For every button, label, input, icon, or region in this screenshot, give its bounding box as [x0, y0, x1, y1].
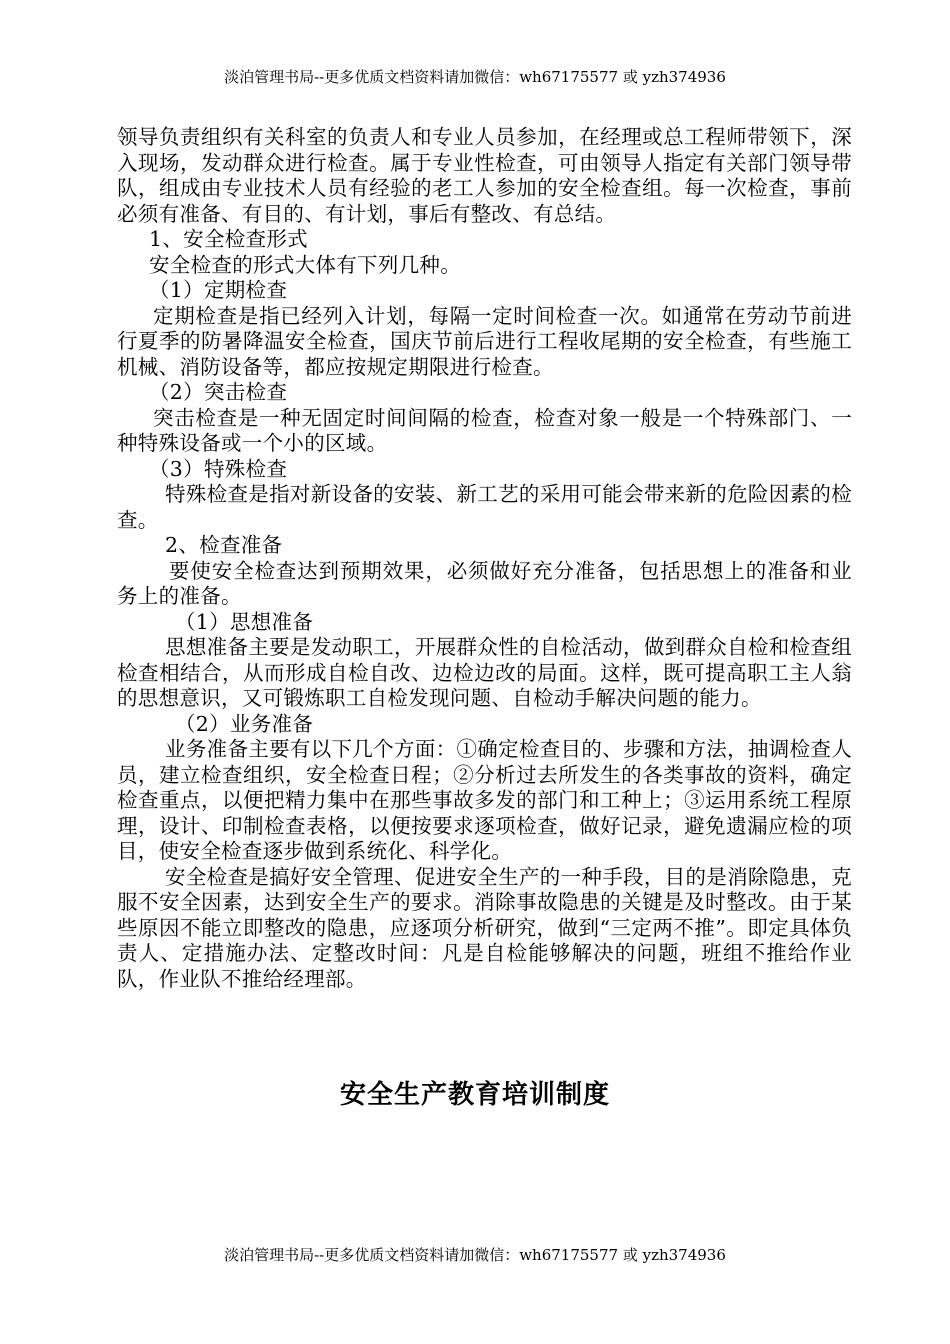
paragraph-conclusion: 安全检查是搞好安全管理、促进安全生产的一种手段，目的是消除隐患，克服不安全因素，达到安全生产的要求。消除事故隐患的关键是及时整改。由于某些原因不能立即整改的隐患，应逐项分析研究，做到“三定两不推”。即定具体负责人、定措施办法、定整改时间：凡是自检能够解决的问题，班组不推给作业队，作业队不推给经理部。 [117, 864, 852, 991]
subheading-periodic-inspection: （1）定期检查 [149, 278, 288, 302]
page-footer: 淡泊管理书局--更多优质文档资料请加微信：wh67175577 或 yzh374936 [224, 1246, 726, 1264]
paragraph-forms-intro: 安全检查的形式大体有下列几种。 [149, 252, 461, 277]
paragraph-mental-preparation: 思想准备主要是发动职工，开展群众性的自检活动，做到群众自检和检查组检查相结合，从而形成自检自改、边检边改的局面。这样，既可提高职工主人翁的思想意识，又可锻炼职工自检发现问题、自检动手解决问题的能力。 [117, 635, 852, 710]
paragraph-business-preparation: 业务准备主要有以下几个方面：①确定检查目的、步骤和方法，抽调检查人员，建立检查组织，安全检查日程；②分析过去所发生的各类事故的资料，确定检查重点，以便把精力集中在那些事故多发的部门和工种上；③运用系统工程原理，设计、印制检查表格，以便按要求逐项检查，做好记录，避免遗漏应检的项目，使安全检查逐步做到系统化、科学化。 [117, 737, 852, 863]
subheading-surprise-inspection: （2）突击检查 [149, 380, 288, 404]
paragraph-preparation-intro: 要使安全检查达到预期效果，必须做好充分准备，包括思想上的准备和业务上的准备。 [117, 558, 852, 608]
subheading-business-preparation: （2）业务准备 [175, 711, 314, 736]
heading-inspection-forms: 1、安全检查形式 [149, 227, 308, 251]
document-body [117, 125, 852, 992]
paragraph-intro: 领导负责组织有关科室的负责人和专业人员参加，在经理或总工程师带领下，深入现场，发动群众进行检查。属于专业性检查，可由领导人指定有关部门领导带队，组成由专业技术人员有经验的老工人参加的安全检查组。每一次检查，事前必须有准备、有目的、有计划，事后有整改、有总结。 [117, 125, 852, 226]
paragraph-surprise-inspection: 突击检查是一种无固定时间间隔的检查，检查对象一般是一个特殊部门、一种特殊设备或一个小的区域。 [117, 405, 852, 455]
page-header: 淡泊管理书局--更多优质文档资料请加微信：wh67175577 或 yzh374936 [224, 68, 726, 86]
heading-inspection-preparation: 2、检查准备 [165, 533, 283, 557]
section-title: 安全生产教育培训制度 [339, 1080, 610, 1110]
paragraph-special-inspection: 特殊检查是指对新设备的安装、新工艺的采用可能会带来新的危险因素的检查。 [117, 482, 852, 532]
paragraph-periodic-inspection: 定期检查是指已经列入计划，每隔一定时间检查一次。如通常在劳动节前进行夏季的防暑降温安全检查，国庆节前后进行工程收尾期的安全检查，有些施工机械、消防设备等，都应按规定期限进行检查。 [117, 303, 852, 379]
subheading-special-inspection: （3）特殊检查 [149, 456, 288, 481]
subheading-mental-preparation: （1）思想准备 [175, 609, 314, 634]
